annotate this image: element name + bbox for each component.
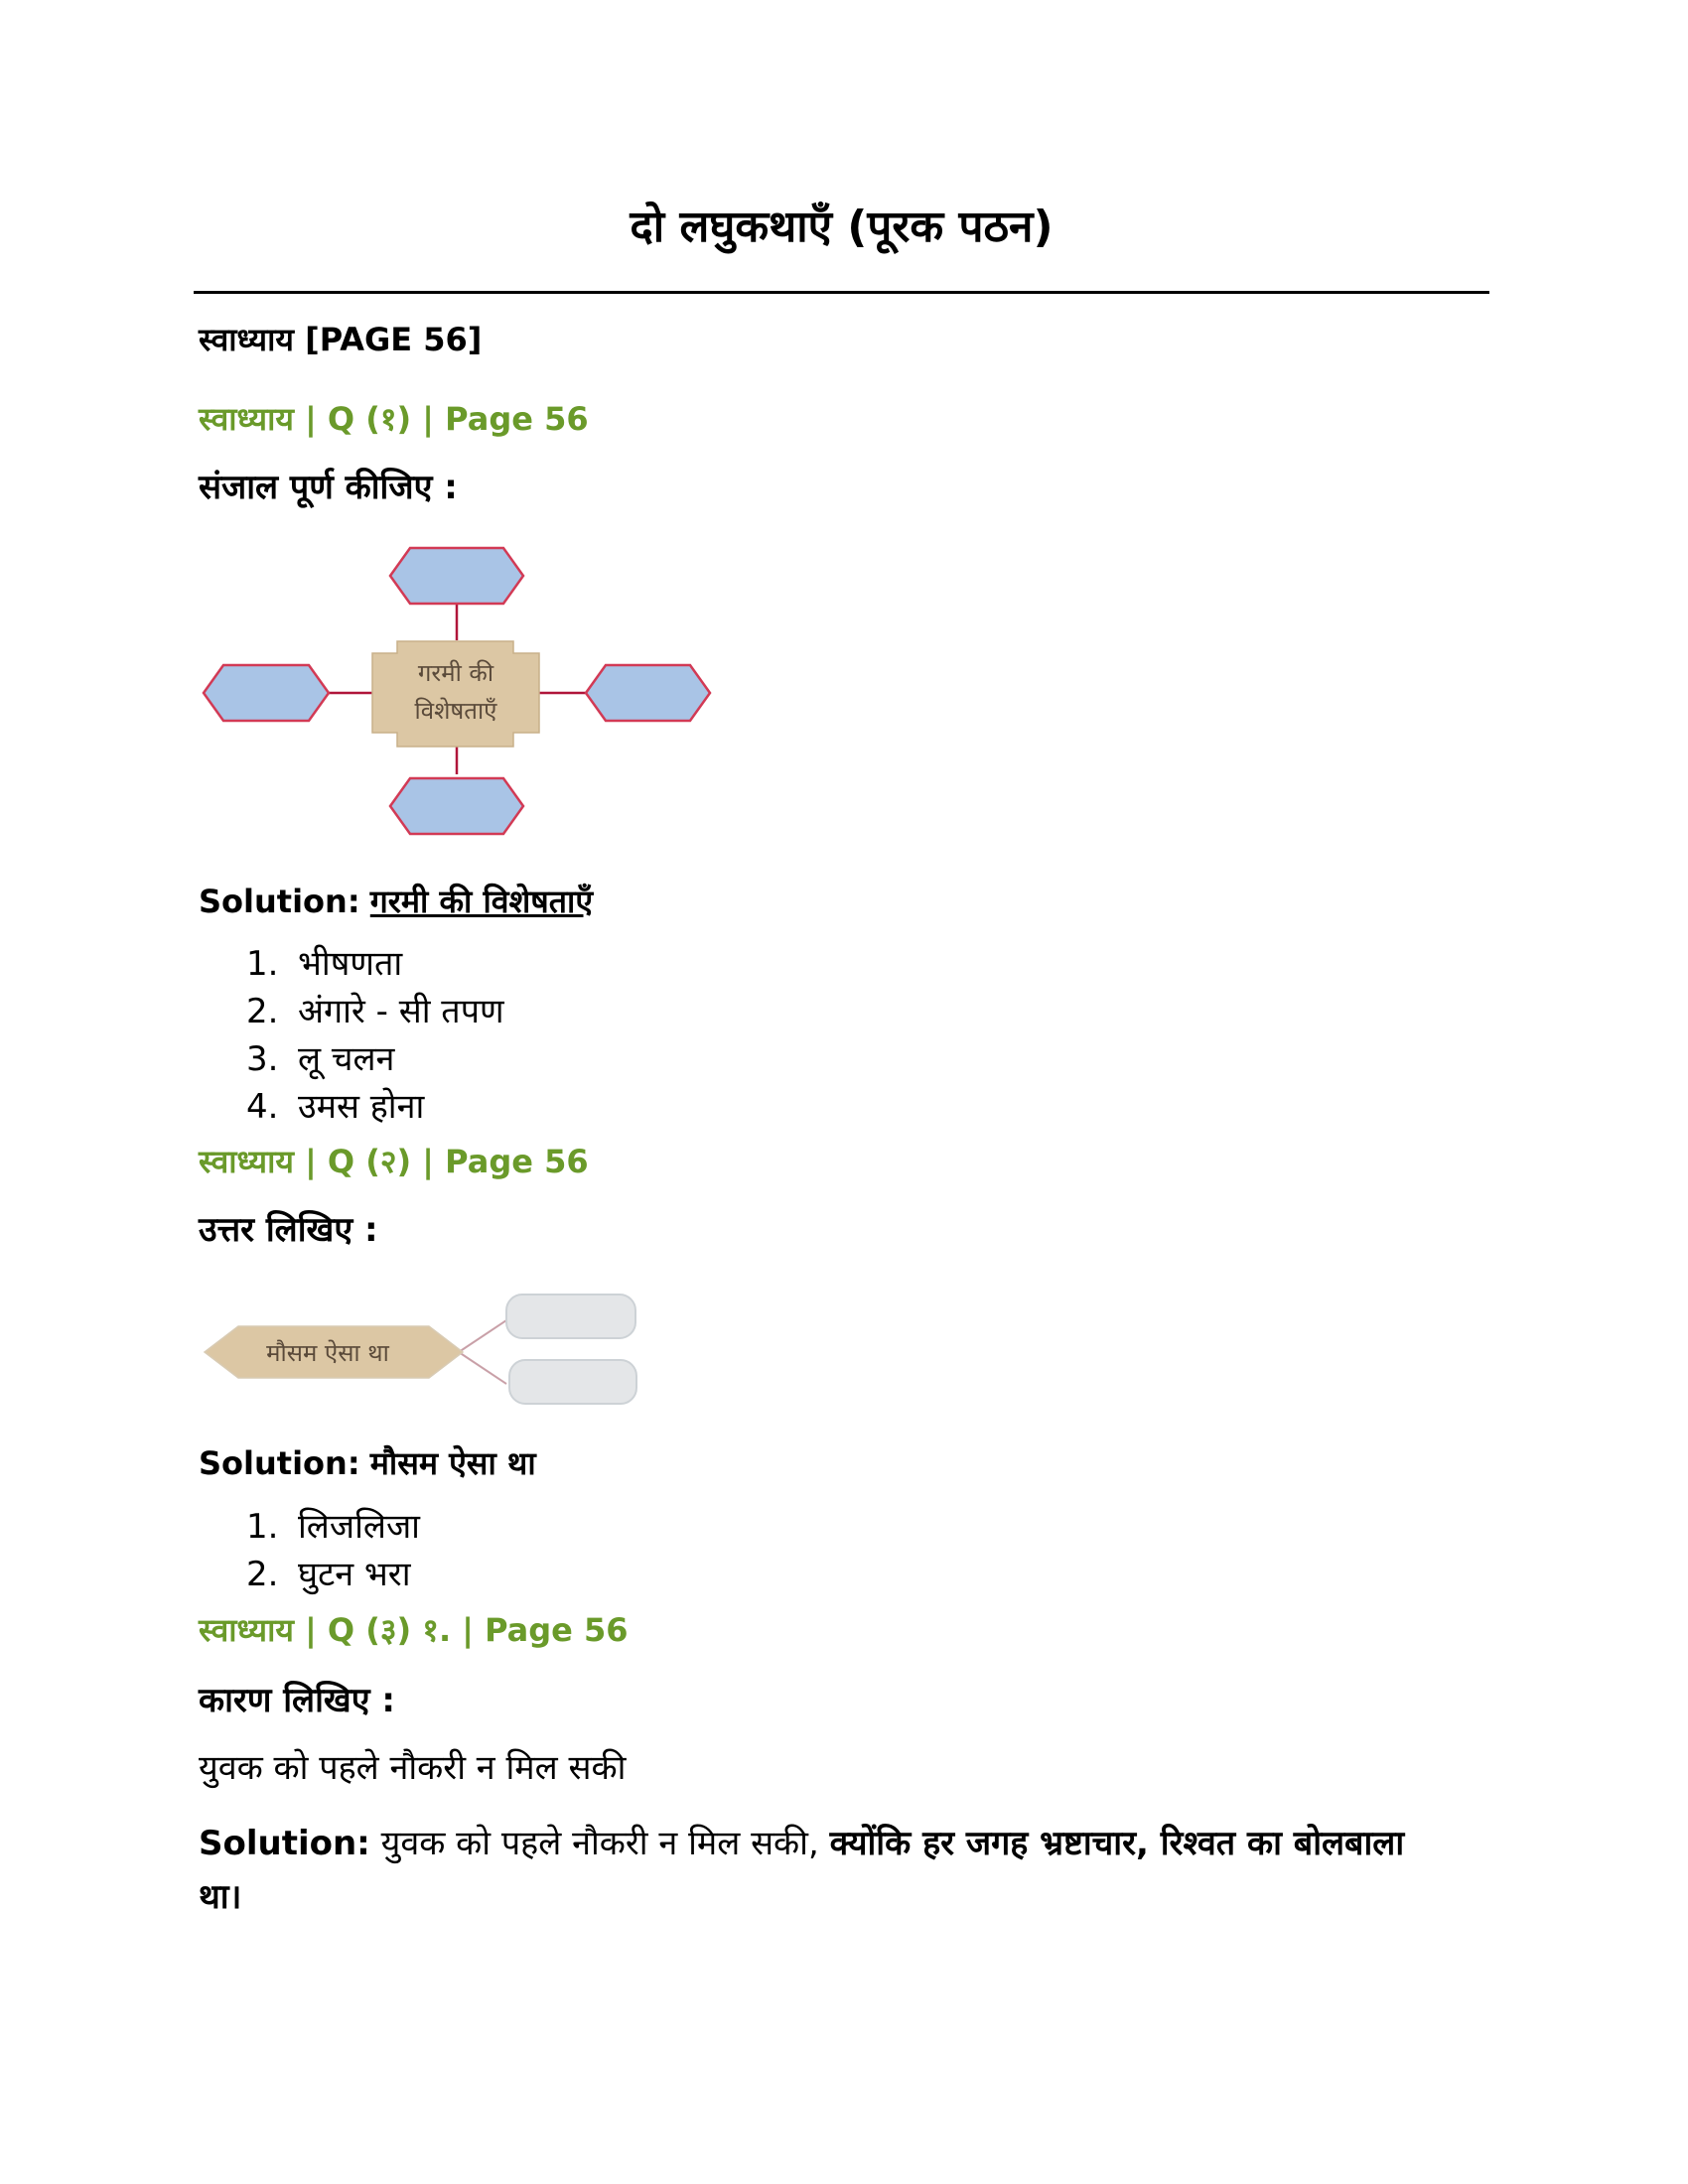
list-item: 3. लू चलन: [246, 1039, 395, 1079]
answer-box-bottom: [509, 1360, 636, 1404]
q3-solution: [199, 1817, 1410, 1924]
center-node: [372, 641, 539, 747]
q3-heading: स्वाध्याय | Q (३) १. | Page 56: [199, 1611, 629, 1649]
hexagon-top: [390, 548, 523, 604]
q1-prompt: संजाल पूर्ण कीजिए :: [199, 468, 458, 507]
q3-statement: युवक को पहले नौकरी न मिल सकी: [199, 1748, 627, 1788]
q1-web-diagram: [194, 536, 730, 844]
q2-weather-diagram: [199, 1281, 645, 1410]
q1-solution-heading: गरमी की विशेषताएँ: [369, 883, 594, 920]
q2-solution: [199, 1441, 536, 1484]
q3-solution-reason: क्योंकि हर जगह भ्रष्टाचार, रिश्वत का बोलबाला था।: [199, 1824, 1405, 1917]
q2-heading: स्वाध्याय | Q (२) | Page 56: [199, 1143, 589, 1180]
center-node-line2: विशेषताएँ: [414, 697, 497, 725]
q3-prompt: कारण लिखिए :: [199, 1681, 395, 1720]
q2-prompt: उत्तर लिखिए :: [199, 1210, 378, 1250]
list-item: 4. उमस होना: [246, 1087, 425, 1127]
page-title: दो लघुकथाएँ (पूरक पठन): [630, 202, 1054, 252]
hexagon-right: [586, 665, 710, 721]
q2-answer-list: [246, 1503, 420, 1598]
hexagon-left: [204, 665, 329, 721]
solution-label: Solution:: [199, 883, 360, 920]
q1-solution: [199, 880, 593, 922]
list-item: 1. भीषणता: [246, 944, 403, 984]
list-item: 2. अंगारे - सी तपण: [246, 992, 504, 1031]
q1-heading: स्वाध्याय | Q (१) | Page 56: [199, 400, 589, 438]
q3-solution-text: युवक को पहले नौकरी न मिल सकी,: [380, 1824, 819, 1863]
center-node-line1: गरमी की: [417, 659, 494, 687]
solution-label: Solution:: [199, 1444, 360, 1482]
solution-label: Solution:: [199, 1824, 370, 1863]
weather-label-text: मौसम ऐसा था: [266, 1339, 389, 1367]
list-item: 2. घुटन भरा: [246, 1555, 411, 1594]
title-divider: [194, 291, 1489, 294]
q1-answer-list: [246, 940, 504, 1131]
q2-solution-heading: मौसम ऐसा था: [369, 1444, 536, 1482]
list-item: 1. लिजलिजा: [246, 1507, 420, 1547]
hexagon-bottom: [390, 778, 523, 834]
section-heading: स्वाध्याय [PAGE 56]: [199, 321, 483, 358]
answer-box-top: [506, 1295, 635, 1338]
